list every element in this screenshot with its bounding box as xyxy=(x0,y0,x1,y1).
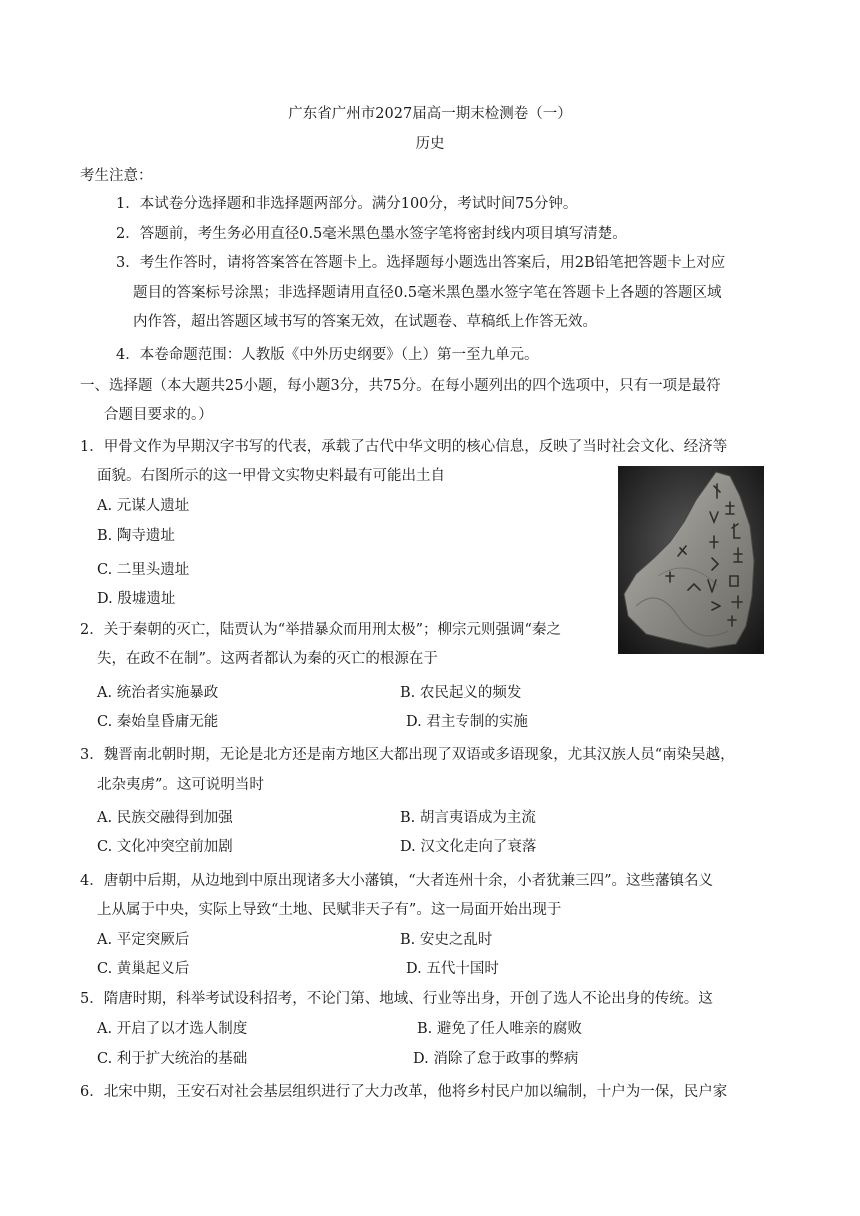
question-1-stem-cont: 面貌。右图所示的这一甲骨文实物史料最有可能出土自 xyxy=(97,468,445,484)
section-heading: 一、选择题（本大题共25小题，每小题3分，共75分。在每小题列出的四个选项中，只有一项是最符 xyxy=(80,378,721,394)
question-2-option-d[interactable]: D. 君主专制的实施 xyxy=(406,714,528,730)
notice-item: 题目的答案标号涂黑；非选择题请用直径0.5毫米黑色墨水签字笔在答题卡上各题的答题区域 xyxy=(133,285,722,301)
section-heading-cont: 合题目要求的。） xyxy=(104,407,213,423)
question-3-option-d[interactable]: D. 汉文化走向了衰落 xyxy=(400,839,537,855)
question-2-stem: 2．关于秦朝的灭亡，陆贾认为“举措暴众而用刑太极”；柳宗元则强调“秦之 xyxy=(80,622,561,638)
notice-item: 内作答，超出答题区域书写的答案无效，在试题卷、草稿纸上作答无效。 xyxy=(133,314,597,330)
question-4-option-c[interactable]: C. 黄巢起义后 xyxy=(97,961,190,977)
notice-item: 1．本试卷分选择题和非选择题两部分。满分100分，考试时间75分钟。 xyxy=(116,196,578,212)
notice-item: 4．本卷命题范围：人教版《中外历史纲要》（上）第一至九单元。 xyxy=(116,347,539,363)
notice-item: 2．答题前，考生务必用直径0.5毫米黑色墨水签字笔将密封线内项目填写清楚。 xyxy=(116,226,627,242)
question-3-option-c[interactable]: C. 文化冲突空前加剧 xyxy=(97,839,233,855)
notice-heading: 考生注意： xyxy=(80,168,153,184)
question-3-option-a[interactable]: A. 民族交融得到加强 xyxy=(97,810,233,826)
question-1-option-d[interactable]: D. 殷墟遗址 xyxy=(97,591,176,607)
question-2-option-b[interactable]: B. 农民起义的频发 xyxy=(400,685,522,701)
notice-item: 3．考生作答时，请将答案答在答题卡上。选择题每小题选出答案后，用2B铅笔把答题卡上对应 xyxy=(116,255,726,271)
question-4-option-a[interactable]: A. 平定突厥后 xyxy=(97,932,190,948)
question-4-option-d[interactable]: D. 五代十国时 xyxy=(406,961,499,977)
question-3-option-b[interactable]: B. 胡言夷语成为主流 xyxy=(400,810,536,826)
question-4-stem: 4．唐朝中后期，从边地到中原出现诸多大小藩镇，“大者连州十余，小者犹兼三四”。这些藩镇名义 xyxy=(80,873,714,889)
question-3-stem-cont: 北杂夷虏”。这可说明当时 xyxy=(97,777,264,793)
question-3-stem: 3．魏晋南北朝时期，无论是北方还是南方地区大都出现了双语或多语现象，尤其汉族人员“南染吴越， xyxy=(80,747,735,763)
question-4-stem-cont: 上从属于中央，实际上导致“土地、民赋非天子有”。这一局面开始出现于 xyxy=(97,902,562,918)
question-1-stem: 1．甲骨文作为早期汉字书写的代表，承载了古代中华文明的核心信息，反映了当时社会文化、经济等 xyxy=(80,439,728,455)
question-1-option-b[interactable]: B. 陶寺遗址 xyxy=(97,528,175,544)
oracle-bone-image xyxy=(618,466,764,654)
question-1-option-c[interactable]: C. 二里头遗址 xyxy=(97,562,190,578)
question-5-stem: 5．隋唐时期，科举考试设科招考，不论门第、地域、行业等出身，开创了选人不论出身的传统。这 xyxy=(80,991,713,1007)
question-2-option-a[interactable]: A. 统治者实施暴政 xyxy=(97,685,219,701)
question-5-option-b[interactable]: B. 避免了任人唯亲的腐败 xyxy=(417,1021,582,1037)
question-4-option-b[interactable]: B. 安史之乱时 xyxy=(400,932,493,948)
question-2-stem-cont: 失，在政不在制”。这两者都认为秦的灭亡的根源在于 xyxy=(97,651,438,667)
question-2-option-c[interactable]: C. 秦始皇昏庸无能 xyxy=(97,714,219,730)
subject-title: 历史 xyxy=(415,136,445,152)
question-5-option-c[interactable]: C. 利于扩大统治的基础 xyxy=(97,1051,248,1067)
question-1-option-a[interactable]: A. 元谋人遗址 xyxy=(97,498,190,514)
question-6-stem: 6．北宋中期，王安石对社会基层组织进行了大力改革，他将乡村民户加以编制，十户为一保，民户家 xyxy=(80,1084,728,1100)
question-5-option-a[interactable]: A. 开启了以才选人制度 xyxy=(97,1021,248,1037)
question-5-option-d[interactable]: D. 消除了怠于政事的弊病 xyxy=(413,1051,579,1067)
page-title: 广东省广州市2027届高一期末检测卷（一） xyxy=(288,106,572,122)
